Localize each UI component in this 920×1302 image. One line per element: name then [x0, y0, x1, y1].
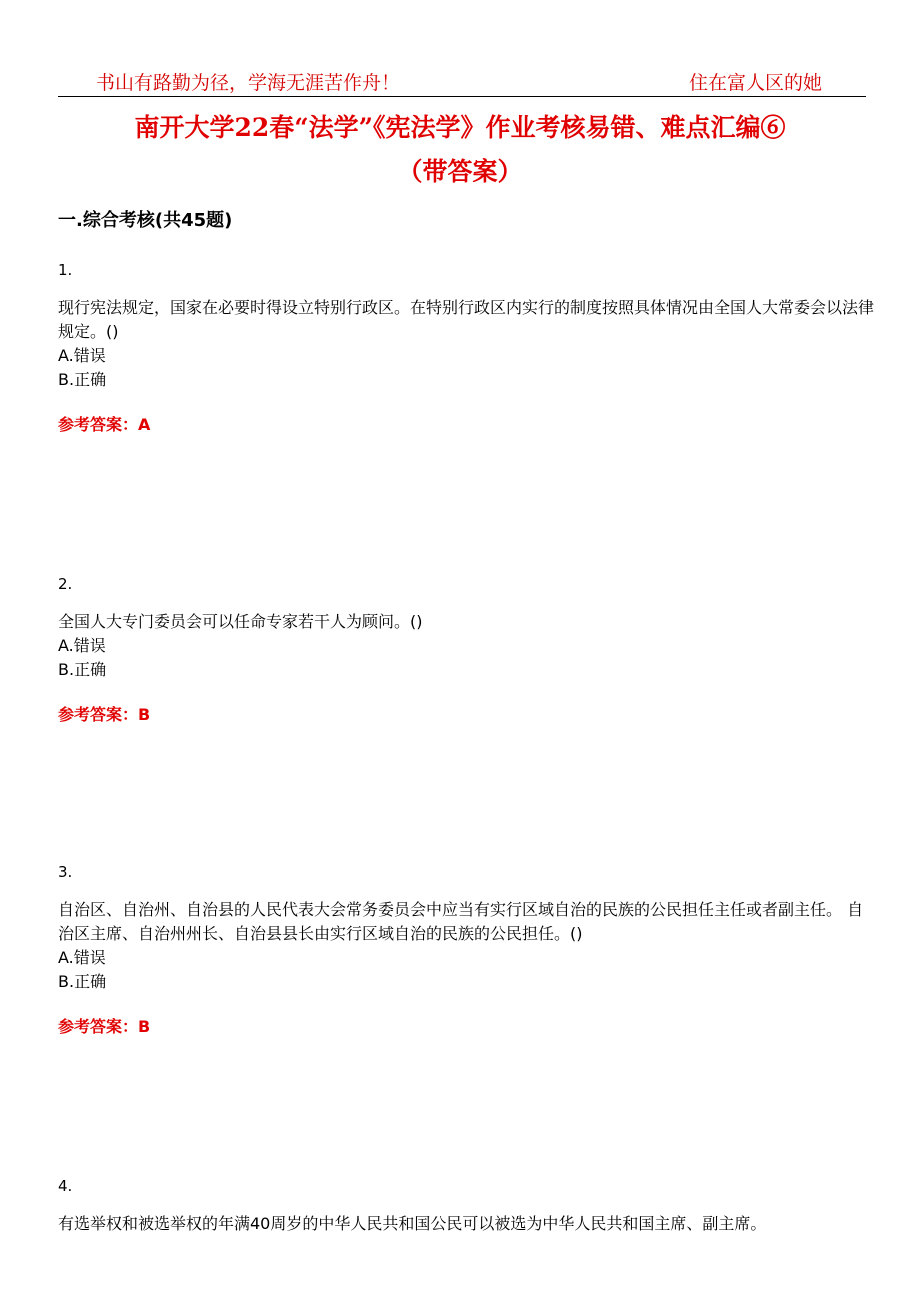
option-a: A.错误	[58, 948, 106, 967]
question-2	[58, 572, 878, 682]
option-a: A.错误	[58, 636, 106, 655]
question-text: 有选举权和被选举权的年满40周岁的中华人民共和国公民可以被选为中华人民共和国主席、副主席。	[58, 1214, 767, 1233]
question-number: 2.	[58, 575, 73, 593]
option-b: B.正确	[58, 370, 107, 389]
header-motto: 书山有路勤为径，学海无涯苦作舟！	[96, 72, 401, 94]
question-text: 现行宪法规定，国家在必要时得设立特别行政区。在特别行政区内实行的制度按照具体情况由全国人大常委会以法律规定。()	[58, 298, 875, 341]
answer-2: 参考答案：B	[58, 705, 151, 724]
question-1	[58, 258, 878, 392]
question-text: 全国人大专门委员会可以任命专家若干人为顾问。()	[58, 612, 423, 631]
answer-1: 参考答案：A	[58, 415, 151, 434]
question-number: 4.	[58, 1177, 73, 1195]
question-number: 1.	[58, 261, 73, 279]
question-4	[58, 1174, 878, 1236]
option-b: B.正确	[58, 972, 107, 991]
question-text: 自治区、自治州、自治县的人民代表大会常务委员会中应当有实行区域自治的民族的公民担任主任或者副主任。 自治区主席、自治州州长、自治县县长由实行区域自治的民族的公民担任。()	[58, 900, 864, 943]
page-header	[58, 64, 866, 97]
option-b: B.正确	[58, 660, 107, 679]
answer-3: 参考答案：B	[58, 1017, 151, 1036]
document-subtitle: （带答案）	[397, 157, 523, 186]
section-heading: 一.综合考核(共45题)	[58, 210, 233, 231]
option-a: A.错误	[58, 346, 106, 365]
question-3	[58, 860, 878, 994]
question-number: 3.	[58, 863, 73, 881]
document-title: 南开大学22春“法学”《宪法学》作业考核易错、难点汇编⑥	[134, 113, 786, 142]
header-author: 住在富人区的她	[688, 72, 822, 94]
